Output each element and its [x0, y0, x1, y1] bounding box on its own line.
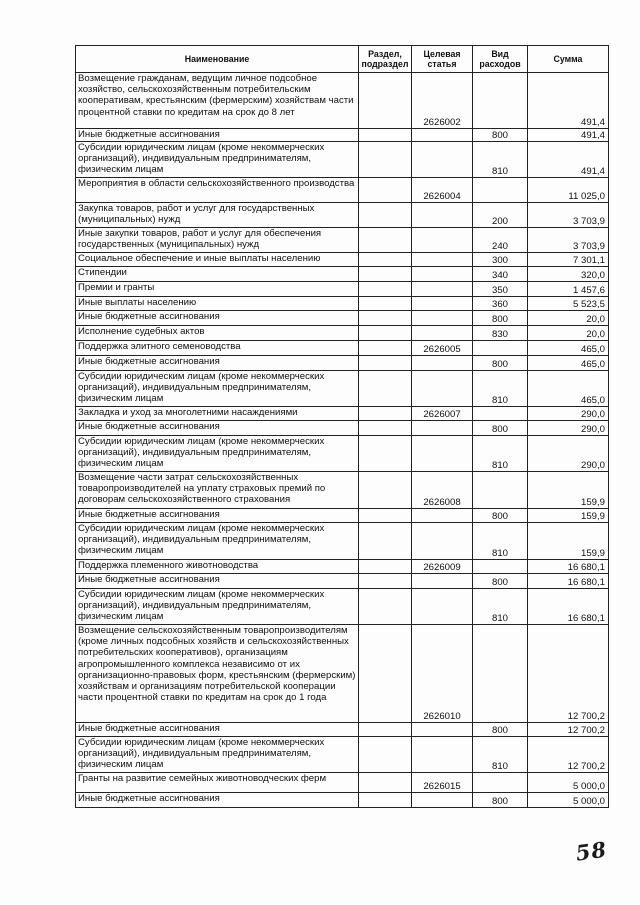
row-name-cell: Иные бюджетные ассигнования [76, 723, 359, 737]
row-section-cell [359, 142, 412, 178]
row-expense-type-cell [473, 341, 528, 356]
row-name-cell: Иные бюджетные ассигнования [76, 421, 359, 436]
table-row [76, 560, 609, 574]
row-name-cell: Субсидии юридическим лицам (кроме некоммерческих организаций), индивидуальным предпринимателям, физическим лицам [76, 523, 359, 560]
row-name-cell: Иные бюджетные ассигнования [76, 793, 359, 808]
header-sum: Сумма [528, 46, 609, 73]
row-expense-type-cell: 360 [473, 297, 528, 311]
table-row [76, 253, 609, 267]
row-name-cell: Возмещение сельскохозяйственным товаропроизводителям (кроме личных подсобных хозяйств и сельскохозяйственных потребительских кооперативов), организациям агропромышленного комплекса независимо от их организационно-правовых форм, крестьянским (фермерским) хозяйствам и организациям потребительской кооперации части процентной ставки по кредитам на срок до 1 года [76, 625, 359, 723]
row-sum-cell: 3 703,9 [528, 203, 609, 228]
row-name-cell: Поддержка элитного семеноводства [76, 341, 359, 356]
row-article-cell [412, 129, 473, 142]
row-article-cell [412, 282, 473, 297]
row-article-cell [412, 436, 473, 472]
row-expense-type-cell [473, 73, 528, 129]
row-expense-type-cell: 300 [473, 253, 528, 267]
header-name: Наименование [76, 46, 359, 73]
row-article-cell [412, 737, 473, 773]
header-article: Целевая статья [412, 46, 473, 73]
row-name-cell: Субсидии юридическим лицам (кроме некоммерческих организаций), индивидуальным предпринимателям, физическим лицам [76, 737, 359, 773]
row-expense-type-cell: 810 [473, 523, 528, 560]
row-name-cell: Иные бюджетные ассигнования [76, 509, 359, 523]
row-section-cell [359, 723, 412, 737]
row-section-cell [359, 73, 412, 129]
row-name-cell: Иные бюджетные ассигнования [76, 356, 359, 371]
row-sum-cell: 5 523,5 [528, 297, 609, 311]
row-name-cell: Возмещение гражданам, ведущим личное подсобное хозяйство, сельскохозяйственным потребительским кооперативам, крестьянским (фермерским) хозяйствам части процентной ставки по кредитам на срок до 8 лет [76, 73, 359, 129]
row-sum-cell: 11 025,0 [528, 178, 609, 203]
header-expense-type: Вид расходов [473, 46, 528, 73]
row-article-cell [412, 589, 473, 625]
row-section-cell [359, 326, 412, 341]
row-expense-type-cell: 800 [473, 574, 528, 589]
row-article-cell [412, 297, 473, 311]
table-row [76, 297, 609, 311]
header-row [76, 46, 609, 73]
row-article-cell: 2626005 [412, 341, 473, 356]
row-expense-type-cell: 800 [473, 129, 528, 142]
row-section-cell [359, 589, 412, 625]
row-expense-type-cell: 340 [473, 267, 528, 282]
row-sum-cell: 290,0 [528, 421, 609, 436]
row-sum-cell: 16 680,1 [528, 560, 609, 574]
row-sum-cell: 16 680,1 [528, 574, 609, 589]
row-name-cell: Закупка товаров, работ и услуг для государственных (муниципальных) нужд [76, 203, 359, 228]
row-sum-cell: 159,9 [528, 509, 609, 523]
row-expense-type-cell: 800 [473, 793, 528, 808]
table-row [76, 311, 609, 326]
row-expense-type-cell: 830 [473, 326, 528, 341]
row-sum-cell: 465,0 [528, 341, 609, 356]
row-sum-cell: 12 700,2 [528, 723, 609, 737]
row-name-cell: Гранты на развитие семейных животноводческих ферм [76, 773, 359, 793]
table-row [76, 203, 609, 228]
row-article-cell [412, 793, 473, 808]
row-name-cell: Мероприятия в области сельскохозяйственного производства [76, 178, 359, 203]
row-article-cell: 2626004 [412, 178, 473, 203]
row-sum-cell: 1 457,6 [528, 282, 609, 297]
row-sum-cell: 491,4 [528, 73, 609, 129]
row-expense-type-cell: 800 [473, 356, 528, 371]
table-row [76, 472, 609, 509]
table-row [76, 356, 609, 371]
row-article-cell [412, 228, 473, 253]
row-expense-type-cell: 810 [473, 371, 528, 407]
row-article-cell [412, 142, 473, 178]
row-expense-type-cell: 800 [473, 509, 528, 523]
row-name-cell: Закладка и уход за многолетними насаждениями [76, 407, 359, 421]
row-name-cell: Иные бюджетные ассигнования [76, 311, 359, 326]
table-row [76, 436, 609, 472]
row-section-cell [359, 178, 412, 203]
row-section-cell [359, 371, 412, 407]
row-sum-cell: 290,0 [528, 436, 609, 472]
row-sum-cell: 20,0 [528, 326, 609, 341]
row-sum-cell: 465,0 [528, 371, 609, 407]
row-section-cell [359, 356, 412, 371]
row-name-cell: Поддержка племенного животноводства [76, 560, 359, 574]
row-section-cell [359, 311, 412, 326]
row-name-cell: Иные бюджетные ассигнования [76, 129, 359, 142]
row-article-cell: 2626010 [412, 625, 473, 723]
row-section-cell [359, 793, 412, 808]
row-name-cell: Иные бюджетные ассигнования [76, 574, 359, 589]
table-row [76, 73, 609, 129]
row-expense-type-cell: 800 [473, 723, 528, 737]
row-sum-cell: 12 700,2 [528, 625, 609, 723]
row-sum-cell: 159,9 [528, 472, 609, 509]
row-name-cell: Премии и гранты [76, 282, 359, 297]
budget-table [75, 45, 609, 808]
row-section-cell [359, 472, 412, 509]
row-name-cell: Субсидии юридическим лицам (кроме некоммерческих организаций), индивидуальным предпринимателям, физическим лицам [76, 589, 359, 625]
row-sum-cell: 465,0 [528, 356, 609, 371]
row-name-cell: Иные закупки товаров, работ и услуг для обеспечения государственных (муниципальных) нужд [76, 228, 359, 253]
row-sum-cell: 3 703,9 [528, 228, 609, 253]
row-expense-type-cell: 810 [473, 589, 528, 625]
table-body [76, 73, 609, 808]
table-row [76, 267, 609, 282]
row-expense-type-cell [473, 625, 528, 723]
table-row [76, 574, 609, 589]
row-sum-cell: 491,4 [528, 142, 609, 178]
row-sum-cell: 12 700,2 [528, 737, 609, 773]
row-name-cell: Субсидии юридическим лицам (кроме некоммерческих организаций), индивидуальным предпринимателям, физическим лицам [76, 142, 359, 178]
row-section-cell [359, 509, 412, 523]
table-row [76, 228, 609, 253]
row-expense-type-cell: 810 [473, 142, 528, 178]
row-sum-cell: 5 000,0 [528, 773, 609, 793]
row-section-cell [359, 737, 412, 773]
row-sum-cell: 7 301,1 [528, 253, 609, 267]
row-section-cell [359, 203, 412, 228]
row-section-cell [359, 574, 412, 589]
row-expense-type-cell: 350 [473, 282, 528, 297]
row-section-cell [359, 253, 412, 267]
row-expense-type-cell [473, 560, 528, 574]
row-expense-type-cell: 810 [473, 737, 528, 773]
table-row [76, 326, 609, 341]
row-article-cell [412, 311, 473, 326]
row-sum-cell: 491,4 [528, 129, 609, 142]
row-name-cell: Социальное обеспечение и иные выплаты населению [76, 253, 359, 267]
row-article-cell [412, 421, 473, 436]
row-section-cell [359, 228, 412, 253]
row-name-cell: Исполнение судебных актов [76, 326, 359, 341]
table-row [76, 142, 609, 178]
table-row [76, 737, 609, 773]
row-section-cell [359, 625, 412, 723]
row-name-cell: Стипендии [76, 267, 359, 282]
row-sum-cell: 290,0 [528, 407, 609, 421]
table-row [76, 421, 609, 436]
row-article-cell [412, 523, 473, 560]
table-row [76, 129, 609, 142]
row-section-cell [359, 523, 412, 560]
row-section-cell [359, 282, 412, 297]
row-article-cell [412, 723, 473, 737]
table-row [76, 407, 609, 421]
row-sum-cell: 20,0 [528, 311, 609, 326]
table-row [76, 589, 609, 625]
table-row [76, 723, 609, 737]
row-expense-type-cell: 240 [473, 228, 528, 253]
row-section-cell [359, 773, 412, 793]
row-name-cell: Субсидии юридическим лицам (кроме некоммерческих организаций), индивидуальным предпринимателям, физическим лицам [76, 371, 359, 407]
table-header [76, 46, 609, 73]
row-article-cell [412, 267, 473, 282]
row-article-cell [412, 356, 473, 371]
row-section-cell [359, 297, 412, 311]
row-article-cell: 2626008 [412, 472, 473, 509]
row-section-cell [359, 267, 412, 282]
row-expense-type-cell: 200 [473, 203, 528, 228]
row-sum-cell: 5 000,0 [528, 793, 609, 808]
table-row [76, 793, 609, 808]
table-row [76, 523, 609, 560]
table-row [76, 371, 609, 407]
table-row [76, 625, 609, 723]
row-article-cell [412, 574, 473, 589]
row-expense-type-cell: 800 [473, 311, 528, 326]
table-row [76, 282, 609, 297]
page-number: 58 [574, 836, 609, 866]
row-section-cell [359, 407, 412, 421]
row-section-cell [359, 560, 412, 574]
row-article-cell [412, 253, 473, 267]
row-article-cell [412, 203, 473, 228]
row-expense-type-cell: 800 [473, 421, 528, 436]
header-section: Раздел, подраздел [359, 46, 412, 73]
row-section-cell [359, 421, 412, 436]
row-name-cell: Субсидии юридическим лицам (кроме некоммерческих организаций), индивидуальным предпринимателям, физическим лицам [76, 436, 359, 472]
row-sum-cell: 16 680,1 [528, 589, 609, 625]
table-row [76, 341, 609, 356]
row-article-cell: 2626015 [412, 773, 473, 793]
row-article-cell [412, 371, 473, 407]
row-section-cell [359, 129, 412, 142]
row-expense-type-cell: 810 [473, 436, 528, 472]
row-sum-cell: 320,0 [528, 267, 609, 282]
row-sum-cell: 159,9 [528, 523, 609, 560]
row-article-cell [412, 326, 473, 341]
table-row [76, 773, 609, 793]
table-row [76, 509, 609, 523]
row-name-cell: Возмещение части затрат сельскохозяйственных товаропроизводителей на уплату страховых премий по договорам сельскохозяйственного страхования [76, 472, 359, 509]
row-expense-type-cell [473, 773, 528, 793]
row-article-cell: 2626007 [412, 407, 473, 421]
row-article-cell: 2626009 [412, 560, 473, 574]
table-row [76, 178, 609, 203]
row-expense-type-cell [473, 407, 528, 421]
row-section-cell [359, 436, 412, 472]
row-section-cell [359, 341, 412, 356]
row-article-cell: 2626002 [412, 73, 473, 129]
row-article-cell [412, 509, 473, 523]
row-expense-type-cell [473, 472, 528, 509]
row-expense-type-cell [473, 178, 528, 203]
row-name-cell: Иные выплаты населению [76, 297, 359, 311]
